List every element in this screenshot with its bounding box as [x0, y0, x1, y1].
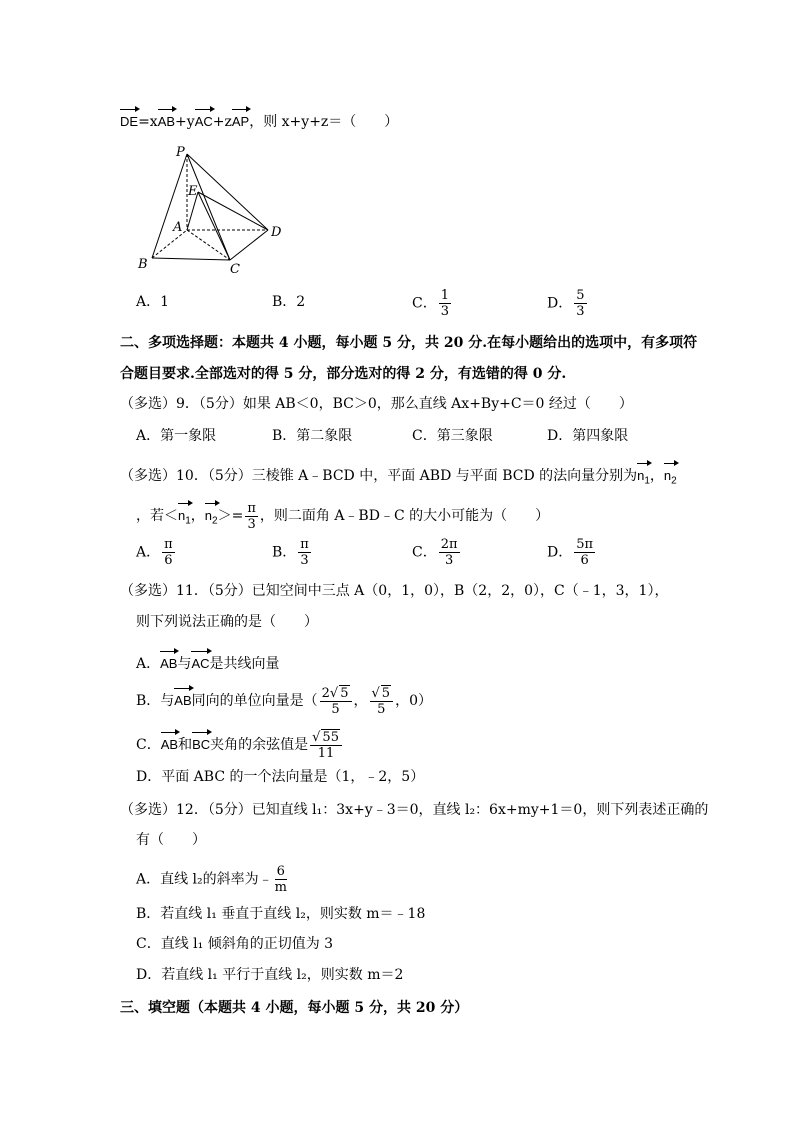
- fraction: [298, 537, 311, 568]
- q11-option-d[interactable]: D．平面 ABC 的一个法向量是（1，﹣2，5）: [136, 769, 425, 785]
- q12-option-a[interactable]: A．直线 l₂的斜率为﹣ $\frac{6}{m}$: [136, 864, 287, 895]
- fraction: [320, 685, 352, 717]
- q10-stem-text: （多选）10．（5分）三棱锥 A﹣BCD 中，平面 ABD 与平面 BCD 的法向量分别为: [120, 468, 638, 484]
- q8-option-a[interactable]: A．1: [136, 294, 170, 310]
- vector-n2: $n_2$: [205, 500, 218, 532]
- fraction: [574, 288, 586, 319]
- q8-option-d-label: D．: [547, 295, 573, 312]
- fraction-den: 5: [377, 702, 386, 717]
- q11-option-c-text2: 夹角的余弦值是: [210, 737, 309, 753]
- q10-option-a-label: A．: [136, 544, 161, 561]
- q12-option-d[interactable]: D．若直线 l₁ 平行于直线 l₂，则实数 m＝2: [136, 967, 404, 983]
- q9-option-d[interactable]: D．第四象限: [547, 428, 629, 444]
- q12-stem-line2: 有（ ）: [136, 832, 206, 848]
- fraction-den: 6: [580, 553, 589, 568]
- fraction-num: 5: [576, 288, 585, 303]
- vector-ac: AC: [191, 648, 209, 674]
- fraction: [162, 537, 175, 568]
- q8-option-c[interactable]: [412, 288, 453, 319]
- fraction-num: 1: [440, 288, 449, 303]
- q10-option-c[interactable]: [412, 537, 462, 568]
- q10-option-b-label: B．: [272, 544, 297, 561]
- label-e: E: [188, 184, 198, 199]
- q11-option-b[interactable]: B．与AB同向的单位向量是（ $\frac{2√ 5}{5}$ ， $\frac{√ 5}{5}$ ，0）: [136, 686, 432, 717]
- label-b: B: [138, 257, 148, 272]
- vector-de: DE: [120, 106, 138, 132]
- q10-option-d-label: D．: [547, 544, 573, 561]
- fraction-den: 6: [164, 553, 173, 568]
- fraction-den: 11: [317, 746, 335, 761]
- fraction-den: 3: [247, 516, 256, 532]
- q11-option-c-text: 和: [178, 737, 193, 753]
- section2-header-line2: 合题目要求.全部选对的得 5 分，部分选对的得 2 分，有选错的得 0 分.: [120, 366, 567, 382]
- q8-stem: DE=xAB+yAC+zAP，则 x+y+z＝（ ）: [120, 106, 398, 132]
- fraction-num: √ 55: [310, 729, 342, 746]
- q10-stem: （多选）10．（5分）三棱锥 A﹣BCD 中，平面 ABD 与平面 BCD 的法向量分别为$n_1$，$n_2$: [120, 460, 677, 492]
- fraction-num: 2π: [440, 537, 458, 552]
- q8-stem-tail: ，则 x+y+z＝（ ）: [249, 114, 399, 130]
- vector-n2: $n_2$: [664, 460, 677, 492]
- q9-option-b[interactable]: B．第二象限: [272, 428, 353, 444]
- q11-option-a-text2: 是共线向量: [209, 656, 280, 672]
- q10-option-d[interactable]: [547, 537, 597, 568]
- fraction-num: π: [164, 537, 173, 552]
- q9-option-c[interactable]: C．第三象限: [412, 428, 493, 444]
- fraction-num: 5π: [576, 537, 594, 552]
- q11-option-a-text: 与: [177, 656, 192, 672]
- q10-option-b[interactable]: [272, 537, 313, 568]
- vector-n1: $n_1$: [637, 460, 650, 492]
- fraction: [310, 729, 342, 761]
- fraction-den: 3: [300, 553, 309, 568]
- vector-ac: AC: [195, 106, 213, 132]
- fraction-den: 3: [440, 304, 449, 319]
- q9-option-a[interactable]: A．第一象限: [136, 428, 217, 444]
- fraction-num: 6: [275, 864, 287, 880]
- fraction-den: 3: [444, 553, 454, 568]
- label-p: P: [176, 145, 185, 160]
- q10-option-a[interactable]: [136, 537, 177, 568]
- vector-ab: AB: [174, 685, 191, 711]
- vector-ap: AP: [232, 106, 249, 132]
- fraction-den: m: [274, 880, 287, 895]
- q11-stem-line2: 则下列说法正确的是（ ）: [136, 614, 318, 630]
- fraction-den: 5: [331, 702, 340, 717]
- fraction: [275, 864, 287, 895]
- q11-option-c[interactable]: C．AB和BC夹角的余弦值是 $\frac{√ 55}{11}$: [136, 729, 344, 761]
- section3-header: 三、填空题（本题共 4 小题，每小题 5 分，共 20 分）: [120, 1000, 469, 1016]
- fraction: [370, 685, 394, 717]
- fraction: [439, 288, 451, 319]
- label-a: A: [173, 220, 183, 235]
- fraction-num: 2√ 5: [320, 685, 352, 702]
- vector-n1: $n_1$: [178, 500, 191, 532]
- q8-option-b[interactable]: B．2: [272, 294, 306, 310]
- vector-ab: AB: [158, 106, 175, 132]
- q11-option-a[interactable]: A．AB与AC是共线向量: [136, 648, 280, 674]
- q11-option-b-text2: 同向的单位向量是（: [191, 693, 318, 709]
- q11-stem: （多选）11．（5分）已知空间中三点 A（0，1，0），B（2，2，0），C（﹣1，3，1），: [120, 583, 669, 599]
- q8-option-d[interactable]: [547, 288, 589, 319]
- q12-option-a-text: A．直线 l₂的斜率为: [136, 871, 259, 888]
- q10-option-c-label: C．: [412, 544, 437, 561]
- q10-stem-line2: ，若$<n_1$，$n_2>=$ $\frac{\pi}{3}$ ，则二面角 A﹣BD﹣C 的大小可能为（ ）: [136, 500, 550, 532]
- q10-line2-post: ，则二面角 A﹣BD﹣C 的大小可能为（ ）: [259, 508, 550, 524]
- fraction: [574, 537, 595, 568]
- fraction: [245, 501, 258, 532]
- fraction-num: π: [247, 500, 256, 516]
- q12-stem: （多选）12．（5分）已知直线 l₁：3x+y﹣3＝0，直线 l₂：6x+my+1＝0，则下列表述正确的: [120, 802, 709, 818]
- q10-line2-pre: ，若＜: [136, 508, 178, 524]
- q8-option-c-label: C．: [412, 295, 437, 312]
- fraction-num: √ 5: [370, 685, 394, 702]
- section2-header-line1: 二、多项选择题：本题共 4 小题，每小题 5 分，共 20 分.在每小题给出的选项中，有多项符: [120, 335, 698, 351]
- vector-ab: AB: [160, 648, 177, 674]
- q12-option-b[interactable]: B．若直线 l₁ 垂直于直线 l₂，则实数 m＝﹣18: [136, 906, 426, 922]
- q12-option-c[interactable]: C．直线 l₁ 倾斜角的正切值为 3: [136, 936, 334, 952]
- vector-ab: AB: [161, 729, 178, 755]
- q11-option-b-text: B．与: [136, 693, 175, 709]
- fraction: [439, 537, 460, 568]
- label-d: D: [271, 225, 282, 240]
- pyramid-figure: [130, 140, 300, 280]
- fraction-den: 3: [576, 304, 585, 319]
- vector-bc: BC: [192, 729, 210, 755]
- q9-stem: （多选）9．（5分）如果 AB＜0，BC＞0，那么直线 Ax+By+C＝0 经过（ ）: [120, 396, 633, 412]
- label-c: C: [230, 262, 240, 277]
- fraction-num: π: [300, 537, 309, 552]
